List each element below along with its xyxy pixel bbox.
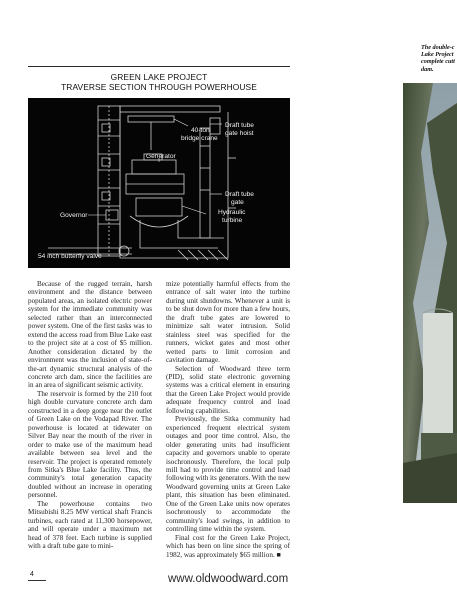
label-crane-1: 40-ton (191, 127, 210, 134)
label-crane-2: bridge crane (181, 135, 218, 142)
label-gate-2: gate (231, 199, 244, 206)
powerhouse-drawing (28, 98, 290, 268)
label-gate-hoist-2: gate hoist (225, 130, 254, 137)
label-turbine-1: Hydraulic (218, 209, 246, 216)
figure-title-line-2: TRAVERSE SECTION THROUGH POWERHOUSE (61, 82, 257, 92)
caption-line: Lake Project (421, 51, 454, 59)
top-rule (28, 66, 290, 67)
photo-caption (421, 44, 457, 73)
governor-unit (106, 210, 118, 220)
article-column-left (28, 280, 152, 551)
figure-title-line-1: GREEN LAKE PROJECT (110, 72, 208, 82)
label-governor: Governor (60, 212, 88, 219)
butterfly-valve (119, 246, 129, 256)
caption-line: The double-c (421, 44, 455, 51)
label-gate-1: Draft tube (225, 191, 254, 198)
caption-line: dam. (421, 65, 434, 73)
article-paragraph: The reservoir is formed by the 210 foot high double curvature concrete arch dam constructed in a deep gorge near the outlet of Green Lake on the Vodapad River. The powerhouse is located at tidewater on Silver Bay near the mouth of the river in order to make use of the maximum head available between sea level and the reservoir. The project is operated remotely from Sitka's Blue Lake facility. Thus, the community's total generation capacity doubled without an increase in operating personnel. (28, 389, 152, 500)
generator-housing (132, 160, 176, 174)
label-turbine-2: turbine (222, 217, 243, 224)
article-column-right (166, 280, 290, 559)
label-valve: 54 inch butterfly valve (38, 253, 102, 260)
dam-photo (403, 83, 457, 503)
figure-title (28, 72, 290, 92)
article-paragraph: Final cost for the Green Lake Project, which has been on line since the spring of 1982, was approximately $65 million. ■ (166, 533, 290, 559)
powerhouse-section-diagram (28, 98, 290, 268)
article-paragraph: Previously, the Sitka community had experienced frequent electrical system outages and poor time control. Also, the older generating units had insufficient capacity and governors unable to operate isochronously. Therefore, the local pulp mill had to provide time control and load following with its generators. With the new Woodward governing units at Green Lake plant, this situation has been eliminated. One of the Green Lake units now operates isochronously to accommodate the community's load swings, in addition to controlling time within the system. (166, 415, 290, 534)
label-gate-hoist-1: Draft tube (225, 122, 254, 129)
article-paragraph: Because of the rugged terrain, harsh environment and the distance between populated areas, an isolated electric power system for the immediate community was selected rather than an interconnected power system. One of the first tasks was to extend the access road from Blue Lake east to the project site at a cost of $5 million. Another consideration dictated by the environment was the inclusion of state-of-the-art dynamic structural analysis of the concrete arch dam, since the facilities are in an area of significant seismic activity. (28, 280, 152, 390)
scroll-case (130, 216, 188, 227)
footer-url: www.oldwoodward.com (168, 573, 289, 585)
article-paragraph: mize potentially harmful effects from the entrance of salt water into the turbine during unit shutdowns. Whenever a unit is to be shut down for more than a few hours, the draft tube gates are lowered to minimize salt water intrusion. Solid stainless steel was specified for the runners, wicket gates and most other wetted parts to limit corrosion and cavitation damage. (166, 280, 290, 365)
article-paragraph: The powerhouse contains two Mitsubishi 8.25 MW vertical shaft Francis turbines, each rated at 11,300 horsepower, and will operate under a maximum net head of 378 feet. Each turbine is supplied with a draft tube gate to mini- (28, 499, 152, 551)
building-wall-left (98, 106, 120, 256)
turbine-casing (136, 198, 182, 216)
roof-slab (120, 106, 220, 112)
dam-photo-image (403, 83, 457, 503)
draft-tube-shaft (200, 128, 210, 238)
caption-line: complete cutt (421, 58, 455, 66)
page-number: 4 (30, 571, 34, 578)
article-paragraph: Selection of Woodward three term (PID), solid state electronic governing systems was a critical element in ensuring that the Green Lake Project would provide adequate frequency control and load following capabilities. (166, 364, 290, 415)
bridge-crane (128, 116, 174, 122)
label-generator: Generator (146, 153, 176, 160)
page-number-rule (28, 580, 46, 581)
